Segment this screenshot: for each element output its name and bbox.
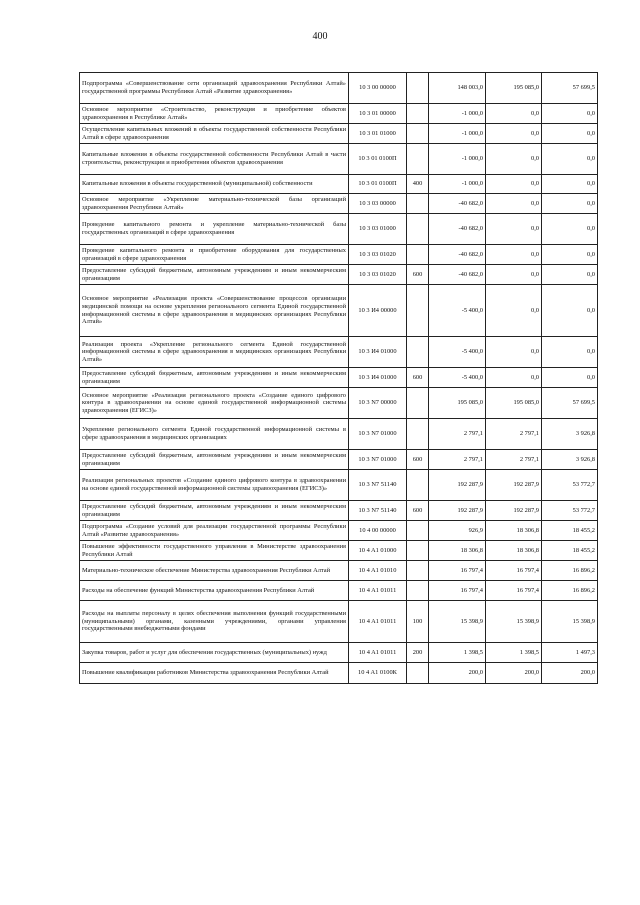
row-value-1: -40 682,0 [429, 265, 486, 285]
row-value-2: 0,0 [486, 194, 542, 214]
table-row [80, 541, 598, 561]
row-code: 10 4 A1 01010 [349, 561, 407, 581]
budget-table [79, 72, 598, 684]
row-value-1: -40 682,0 [429, 245, 486, 265]
row-value-1: -1 000,0 [429, 124, 486, 144]
table-row [80, 337, 598, 368]
row-expense-type: 600 [407, 501, 429, 521]
row-value-2: 2 797,1 [486, 419, 542, 450]
row-name: Предоставление субсидий бюджетным, автономным учреждениям и иным некоммерческим организациям [80, 368, 349, 388]
row-value-3: 16 896,2 [542, 581, 598, 601]
table-row [80, 450, 598, 470]
row-value-2: 0,0 [486, 104, 542, 124]
row-expense-type [407, 561, 429, 581]
row-value-1: 148 003,0 [429, 73, 486, 104]
row-value-1: 18 306,8 [429, 541, 486, 561]
row-name: Повышение эффективности государственного управления в Министерстве здравоохранения Республики Алтай [80, 541, 349, 561]
row-expense-type: 600 [407, 368, 429, 388]
row-value-2: 16 797,4 [486, 561, 542, 581]
row-value-3: 18 455,2 [542, 521, 598, 541]
row-code: 10 3 И4 00000 [349, 285, 407, 337]
row-name: Основное мероприятие «Реализация проекта «Совершенствование процессов организации медицинской помощи на основе укрепления регионального сегмента Единой государственной информационной системы в сфере здравоохранения в медицинских организациях Республики Алтай» [80, 285, 349, 337]
row-value-2: 192 287,9 [486, 470, 542, 501]
row-value-3: 0,0 [542, 214, 598, 245]
row-value-3: 57 699,5 [542, 388, 598, 419]
row-code: 10 3 03 00000 [349, 194, 407, 214]
row-value-3: 0,0 [542, 368, 598, 388]
row-code: 10 3 N7 00000 [349, 388, 407, 419]
row-value-1: -1 000,0 [429, 175, 486, 194]
table-row [80, 388, 598, 419]
row-expense-type [407, 388, 429, 419]
row-name: Предоставление субсидий бюджетным, автономным учреждениям и иным некоммерческим организациям [80, 450, 349, 470]
row-expense-type [407, 194, 429, 214]
row-value-3: 1 497,3 [542, 643, 598, 663]
row-value-3: 0,0 [542, 265, 598, 285]
row-value-2: 195 085,0 [486, 73, 542, 104]
row-expense-type: 200 [407, 643, 429, 663]
row-value-2: 0,0 [486, 144, 542, 175]
row-name: Осуществление капитальных вложений в объекты государственной собственности Республики Алтай в сфере здравоохранения [80, 124, 349, 144]
row-name: Подпрограмма «Создание условий для реализации государственной программы Республики Алтай «Развитие здравоохранения» [80, 521, 349, 541]
table-row [80, 561, 598, 581]
table-row [80, 175, 598, 194]
row-value-2: 1 398,5 [486, 643, 542, 663]
row-value-2: 0,0 [486, 214, 542, 245]
table-row [80, 368, 598, 388]
row-value-1: -40 682,0 [429, 214, 486, 245]
row-value-1: 1 398,5 [429, 643, 486, 663]
row-value-1: 192 287,9 [429, 501, 486, 521]
row-value-1: 926,9 [429, 521, 486, 541]
row-value-1: -1 000,0 [429, 104, 486, 124]
row-value-1: 200,0 [429, 663, 486, 684]
row-code: 10 3 N7 01000 [349, 419, 407, 450]
row-code: 10 3 00 00000 [349, 73, 407, 104]
row-value-2: 18 306,8 [486, 541, 542, 561]
row-name: Расходы на обеспечение функций Министерства здравоохранения Республики Алтай [80, 581, 349, 601]
row-value-2: 0,0 [486, 285, 542, 337]
row-value-2: 200,0 [486, 663, 542, 684]
row-expense-type [407, 419, 429, 450]
row-value-3: 15 398,9 [542, 601, 598, 643]
budget-table-body [80, 73, 598, 684]
row-expense-type: 400 [407, 175, 429, 194]
row-value-3: 0,0 [542, 285, 598, 337]
row-value-2: 16 797,4 [486, 581, 542, 601]
row-expense-type: 600 [407, 450, 429, 470]
table-row [80, 214, 598, 245]
row-code: 10 4 00 00000 [349, 521, 407, 541]
table-row [80, 643, 598, 663]
row-name: Реализация проекта «Укрепление регионального сегмента Единой государственной информационной системы в сфере здравоохранения в медицинских организациях Республики Алтай» [80, 337, 349, 368]
row-value-1: -40 682,0 [429, 194, 486, 214]
row-value-2: 0,0 [486, 245, 542, 265]
row-value-2: 195 085,0 [486, 388, 542, 419]
row-expense-type [407, 245, 429, 265]
row-value-2: 18 306,8 [486, 521, 542, 541]
table-row [80, 124, 598, 144]
row-expense-type [407, 521, 429, 541]
row-expense-type [407, 337, 429, 368]
row-name: Основное мероприятие «Реализация регионального проекта «Создание единого цифрового контура в здравоохранении на основе единой государственной информационной системы здравоохранения (ЕГИСЗ)» [80, 388, 349, 419]
row-value-1: -1 000,0 [429, 144, 486, 175]
row-code: 10 3 N7 01000 [349, 450, 407, 470]
row-value-2: 0,0 [486, 265, 542, 285]
row-value-3: 53 772,7 [542, 470, 598, 501]
row-expense-type [407, 214, 429, 245]
page-number: 400 [312, 31, 328, 42]
table-row [80, 601, 598, 643]
row-value-1: 2 797,1 [429, 419, 486, 450]
row-name: Предоставление субсидий бюджетным, автономным учреждениям и иным некоммерческим организациям [80, 501, 349, 521]
table-row [80, 194, 598, 214]
row-value-3: 57 699,5 [542, 73, 598, 104]
row-value-1: 16 797,4 [429, 561, 486, 581]
table-row [80, 470, 598, 501]
row-expense-type [407, 144, 429, 175]
row-value-3: 16 896,2 [542, 561, 598, 581]
row-expense-type: 100 [407, 601, 429, 643]
row-value-3: 0,0 [542, 194, 598, 214]
row-value-1: 16 797,4 [429, 581, 486, 601]
table-row [80, 663, 598, 684]
row-value-3: 3 926,8 [542, 419, 598, 450]
row-value-1: 2 797,1 [429, 450, 486, 470]
row-value-3: 0,0 [542, 245, 598, 265]
row-value-1: -5 400,0 [429, 285, 486, 337]
row-code: 10 3 N7 51140 [349, 470, 407, 501]
row-code: 10 3 И4 01000 [349, 368, 407, 388]
row-code: 10 3 01 00000 [349, 104, 407, 124]
row-expense-type [407, 73, 429, 104]
row-value-2: 2 797,1 [486, 450, 542, 470]
row-expense-type [407, 104, 429, 124]
row-name: Укрепление регионального сегмента Единой государственной информационной системы в сфере здравоохранения в медицинских организациях [80, 419, 349, 450]
row-expense-type [407, 124, 429, 144]
row-value-1: -5 400,0 [429, 368, 486, 388]
row-code: 10 3 03 01020 [349, 265, 407, 285]
row-value-2: 0,0 [486, 124, 542, 144]
row-value-1: 192 287,9 [429, 470, 486, 501]
row-code: 10 3 01 0100П [349, 175, 407, 194]
table-row [80, 419, 598, 450]
row-value-3: 53 772,7 [542, 501, 598, 521]
row-value-3: 200,0 [542, 663, 598, 684]
row-code: 10 3 01 01000 [349, 124, 407, 144]
row-name: Проведение капитального ремонта и приобретение оборудования для государственных организаций в сфере здравоохранения [80, 245, 349, 265]
row-name: Предоставление субсидий бюджетным, автономным учреждениям и иным некоммерческим организациям [80, 265, 349, 285]
table-row [80, 265, 598, 285]
row-code: 10 4 A1 0100К [349, 663, 407, 684]
row-code: 10 4 A1 01000 [349, 541, 407, 561]
row-code: 10 4 A1 01011 [349, 581, 407, 601]
table-row [80, 245, 598, 265]
table-row [80, 581, 598, 601]
row-value-2: 0,0 [486, 175, 542, 194]
row-name: Расходы на выплаты персоналу в целях обеспечения выполнения функций государственными (муниципальными) органами, казенными учреждениями, органами управления государственными внебюджетными фондами [80, 601, 349, 643]
row-value-3: 3 926,8 [542, 450, 598, 470]
row-expense-type [407, 581, 429, 601]
row-expense-type [407, 285, 429, 337]
row-code: 10 3 03 01000 [349, 214, 407, 245]
row-expense-type [407, 663, 429, 684]
row-name: Основное мероприятие «Укрепление материально-технической базы организаций здравоохранения Республики Алтай» [80, 194, 349, 214]
row-code: 10 3 03 01020 [349, 245, 407, 265]
row-value-3: 0,0 [542, 337, 598, 368]
row-name: Реализация региональных проектов «Создание единого цифрового контура в здравоохранении на основе единой государственной информационной системы здравоохранения (ЕГИСЗ)» [80, 470, 349, 501]
row-name: Основное мероприятие «Строительство, реконструкция и приобретение объектов здравоохранения в Республике Алтай» [80, 104, 349, 124]
table-row [80, 73, 598, 104]
row-value-2: 0,0 [486, 368, 542, 388]
table-row [80, 285, 598, 337]
row-value-1: 15 398,9 [429, 601, 486, 643]
table-row [80, 521, 598, 541]
row-value-3: 0,0 [542, 175, 598, 194]
row-code: 10 3 01 0100П [349, 144, 407, 175]
table-row [80, 144, 598, 175]
row-code: 10 3 N7 51140 [349, 501, 407, 521]
row-value-1: -5 400,0 [429, 337, 486, 368]
row-value-2: 192 287,9 [486, 501, 542, 521]
row-name: Подпрограмма «Совершенствование сети организаций здравоохранения Республики Алтай» государственной программы Республики Алтай «Развитие здравоохранения» [80, 73, 349, 104]
row-name: Капитальные вложения в объекты государственной собственности Республики Алтай в части строительства, реконструкции и приобретения объектов здравоохранения [80, 144, 349, 175]
row-value-3: 0,0 [542, 124, 598, 144]
row-code: 10 3 И4 01000 [349, 337, 407, 368]
row-name: Капитальные вложения в объекты государственной (муниципальной) собственности [80, 175, 349, 194]
row-name: Проведение капитального ремонта и укрепление материально-технической базы государственных организаций в сфере здравоохранения [80, 214, 349, 245]
row-value-3: 18 455,2 [542, 541, 598, 561]
row-expense-type [407, 541, 429, 561]
table-row [80, 501, 598, 521]
row-expense-type [407, 470, 429, 501]
row-code: 10 4 A1 01011 [349, 643, 407, 663]
row-value-2: 0,0 [486, 337, 542, 368]
row-value-3: 0,0 [542, 144, 598, 175]
row-value-1: 195 085,0 [429, 388, 486, 419]
row-expense-type: 600 [407, 265, 429, 285]
row-name: Материально-техническое обеспечение Министерства здравоохранения Республики Алтай [80, 561, 349, 581]
row-value-2: 15 398,9 [486, 601, 542, 643]
table-row [80, 104, 598, 124]
row-value-3: 0,0 [542, 104, 598, 124]
row-code: 10 4 A1 01011 [349, 601, 407, 643]
row-name: Закупка товаров, работ и услуг для обеспечения государственных (муниципальных) нужд [80, 643, 349, 663]
row-name: Повышение квалификации работников Министерства здравоохранения Республики Алтай [80, 663, 349, 684]
